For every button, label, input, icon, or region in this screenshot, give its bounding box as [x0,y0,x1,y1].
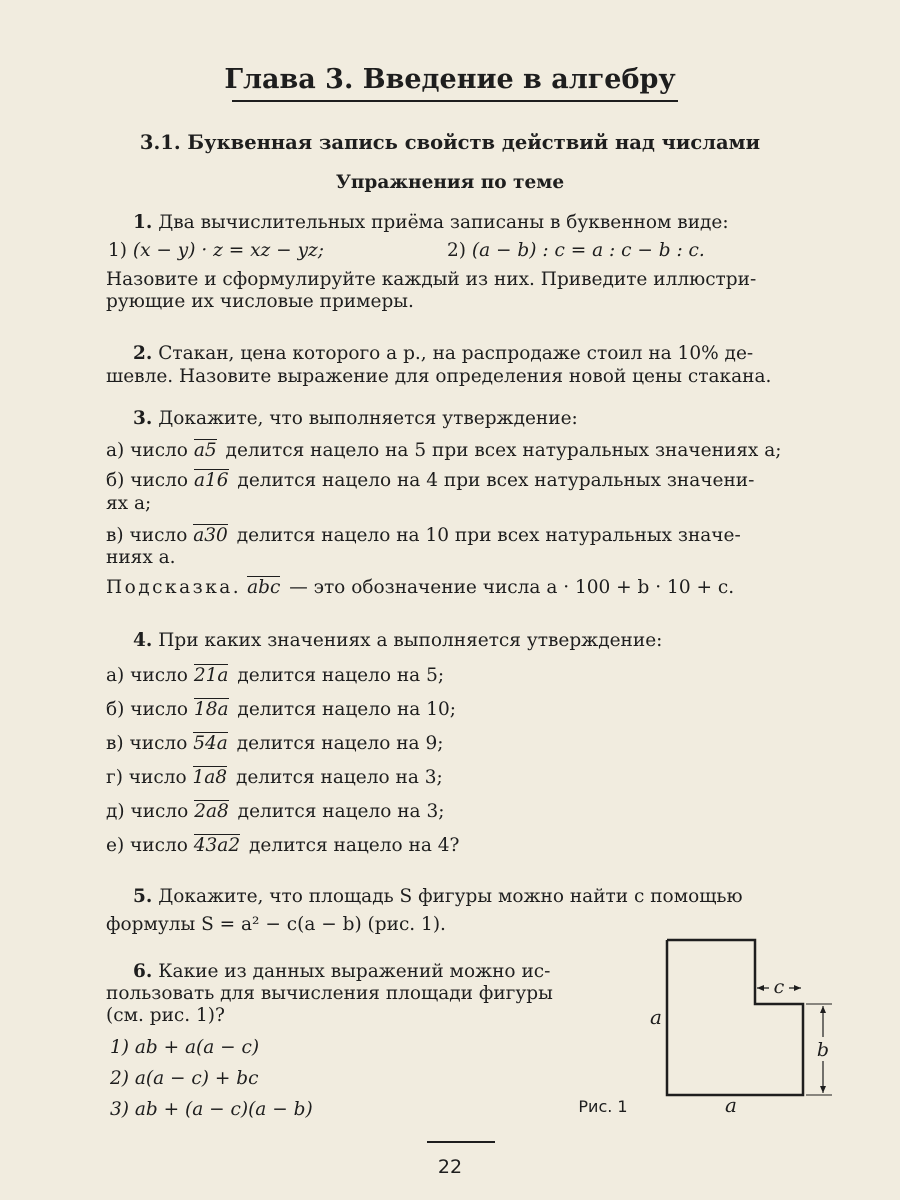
section-title: 3.1. Буквенная запись свойств действий над числами [139,131,761,154]
subsection-title: Упражнения по теме [335,172,565,193]
exercise-4-intro [133,630,662,652]
exercise-2-line-1 [133,343,753,365]
exercise-3-item-b-cont: ях a; [106,493,152,514]
exercise-6-option-1: 1) ab + a(a − c) [110,1037,260,1058]
dimension-c-arrow-right [794,985,801,991]
overlined-number: 2a8 [194,801,229,822]
exercise-1-formula-2 [447,240,705,262]
formula: (x − y) · z = xz − yz; [132,240,324,261]
exercise-number: 5. [133,886,153,907]
page-number: 22 [437,1156,463,1178]
exercise-3-item-b [106,469,754,492]
exercise-4-item-c [106,732,443,755]
overlined-number: a16 [193,470,229,491]
exercise-3-item-a [106,439,782,462]
exercise-3-item-c [106,524,741,547]
item-text: делится нацело на 5 при всех натуральных значениях a; [225,440,782,461]
overlined-number: 21a [193,665,229,686]
exercise-6-option-2: 2) a(a − c) + bc [110,1068,259,1089]
exercise-4-item-b [106,698,456,721]
exercise-6-option-3: 3) ab + (a − c)(a − b) [110,1099,313,1120]
item-label: г) число [106,767,187,788]
exercise-1-formula-1 [108,240,324,262]
exercise-5-line-2: формулы S = a² − c(a − b) (рис. 1). [106,914,446,935]
item-text: делится нацело на 3; [237,801,445,822]
exercise-1-line-1 [133,212,729,234]
chapter-title: Глава 3. Введение в алгебру [224,64,676,95]
label-c: c [773,976,785,998]
exercise-6-line-2: пользовать для вычисления площади фигуры [106,983,553,1004]
exercise-number: 1. [133,212,153,233]
dimension-b-arrow-bottom [820,1086,826,1093]
item-label: б) число [106,699,189,720]
chapter-title-underline [232,100,678,102]
exercise-2-line-2: шевле. Назовите выражение для определения новой цены стакана. [106,366,772,387]
hint-label: Подсказка. [106,577,242,598]
item-label: в) число [106,733,188,754]
formula-label: 2) [447,240,466,261]
exercise-6-line-3: (см. рис. 1)? [106,1005,225,1026]
dimension-c-arrow-left [757,985,764,991]
exercise-text: При каких значениях a выполняется утверждение: [158,630,663,651]
exercise-4-item-f [106,834,459,857]
exercise-4-item-d [106,766,443,789]
footer-rule [427,1141,495,1143]
overlined-number: 1a8 [192,767,228,788]
exercise-text: Докажите, что выполняется утверждение: [158,408,578,429]
exercise-5-line-1 [133,886,743,908]
exercise-number: 3. [133,408,153,429]
exercise-6-line-1 [133,961,550,983]
exercise-number: 2. [133,343,153,364]
exercise-1-line-4: рующие их числовые примеры. [106,291,414,312]
exercise-number: 6. [133,961,153,982]
item-text: делится нацело на 9; [236,733,444,754]
item-label: д) число [106,801,189,822]
overlined-number: a5 [193,440,217,461]
item-text: делится нацело на 3; [235,767,443,788]
overlined-number: abc [247,577,281,598]
figure-caption: Рис. 1 [578,1097,628,1116]
overlined-number: 43a2 [193,835,241,856]
label-a-left: a [650,1005,662,1029]
exercise-3-hint [106,576,734,599]
item-text: делится нацело на 5; [237,665,445,686]
exercise-1-line-3: Назовите и сформулируйте каждый из них. Приведите иллюстри- [106,269,757,290]
item-text: делится нацело на 10; [237,699,456,720]
overlined-number: a30 [193,525,228,546]
figure-1-l-shape [560,930,860,1130]
label-b: b [816,1039,830,1061]
exercise-3-intro [133,408,578,430]
item-label: е) число [106,835,188,856]
formula: (a − b) : c = a : c − b : c. [471,240,705,261]
overlined-number: 54a [193,733,228,754]
item-text: делится нацело на 4? [248,835,460,856]
exercise-number: 4. [133,630,153,651]
hint-text: — это обозначение числа a · 100 + b · 10 + c. [289,577,735,598]
dimension-b-arrow-top [820,1006,826,1013]
exercise-4-item-e [106,800,444,823]
exercise-text: Докажите, что площадь S фигуры можно найти с помощью [158,886,743,907]
exercise-text: Стакан, цена которого a р., на распродаже стоил на 10% де- [158,343,754,364]
overlined-number: 18a [193,699,229,720]
item-label: а) число [106,440,188,461]
item-text: делится нацело на 10 при всех натуральных значе- [236,525,741,546]
exercise-4-item-a [106,664,444,687]
item-text: делится нацело на 4 при всех натуральных значени- [237,470,755,491]
exercise-text: Какие из данных выражений можно ис- [158,961,551,982]
item-label: а) число [106,665,188,686]
exercise-text: Два вычислительных приёма записаны в буквенном виде: [158,212,729,233]
item-label: в) число [106,525,188,546]
label-a-bottom: a [725,1093,737,1117]
formula-label: 1) [108,240,127,261]
l-shape-outline [667,940,803,1095]
exercise-3-item-c-cont: ниях a. [106,547,176,568]
item-label: б) число [106,470,189,491]
